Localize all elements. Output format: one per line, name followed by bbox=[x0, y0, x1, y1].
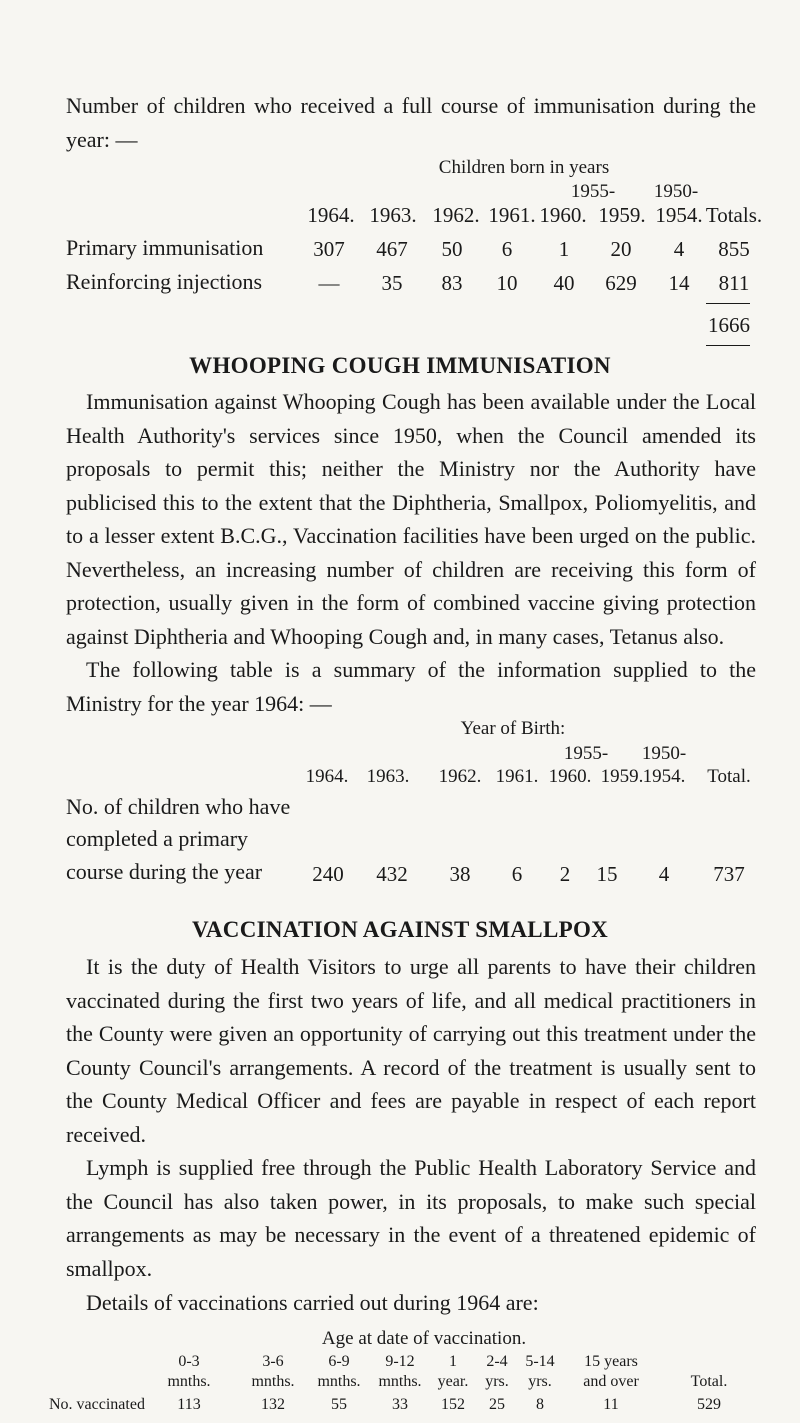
table1-cell: 35 bbox=[381, 271, 403, 295]
table3-col-header: mnths. bbox=[251, 1373, 295, 1390]
table1-cell: 10 bbox=[496, 271, 518, 295]
table3-col-top: 3-6 bbox=[262, 1353, 284, 1370]
table1-col-top: 1950- bbox=[653, 181, 699, 202]
table2-cell: 6 bbox=[511, 862, 523, 886]
whooping-paragraph-2: The following table is a summary of the information supplied to the Ministry for the year 1964: — bbox=[66, 657, 756, 716]
table3-col-top: 9-12 bbox=[385, 1353, 415, 1370]
table3-col-top: 0-3 bbox=[178, 1353, 200, 1370]
table2-row-label: course during the year bbox=[66, 859, 263, 884]
table1-total-underline bbox=[706, 345, 750, 346]
table2-cell: 240 bbox=[312, 862, 344, 886]
table3-cell: 132 bbox=[261, 1396, 285, 1413]
table1-total-rule bbox=[706, 303, 750, 304]
table2-cell: 4 bbox=[658, 862, 670, 886]
table1-col-header: 1961. bbox=[488, 203, 536, 227]
table1-grand-total: 1666 bbox=[708, 313, 750, 337]
table3-cell: 25 bbox=[489, 1396, 505, 1413]
table3-cell: 8 bbox=[536, 1396, 544, 1413]
table3-col-header: year. bbox=[437, 1373, 469, 1390]
whooping-paragraph-1: Immunisation against Whooping Cough has been available under the Local Health Authority's services since 1950, when the Council amended its proposals to permit this; neither the Ministry nor the Authority have publicised this to the extent that the Diphtheria, Smallpox, Poliomyelitis, and to a lesser extent B.C.G., Vaccination facilities have been urged on the public. Nevertheless, an increasing number of children are receiving this form of protection, usually given in the form of combined vaccine giving protection against Diphtheria and Whooping Cough and, in many cases, Tetanus also. bbox=[66, 389, 756, 649]
table1-cell: 40 bbox=[553, 271, 575, 295]
table3-group-header: Age at date of vaccination. bbox=[321, 1328, 527, 1349]
table2-cell: 432 bbox=[376, 862, 408, 886]
table1-cell: 4 bbox=[673, 237, 685, 261]
table1-col-header: 1959. bbox=[598, 203, 646, 227]
table1-col-header: Totals. bbox=[705, 203, 763, 227]
table2-col-header: Total. bbox=[707, 766, 751, 787]
table2-col-header: 1960. bbox=[548, 766, 592, 787]
table2-col-header: 1964. bbox=[305, 766, 349, 787]
table3-col-header: mnths. bbox=[378, 1373, 422, 1390]
table2-group-header: Year of Birth: bbox=[460, 718, 566, 739]
table2-col-header: 1962. bbox=[438, 766, 482, 787]
table2-col-top: 1955- bbox=[563, 743, 609, 764]
table2-col-header: 1963. bbox=[366, 766, 410, 787]
table1-cell: 307 bbox=[313, 237, 345, 261]
table3-col-header: mnths. bbox=[317, 1373, 361, 1390]
table1-cell: 50 bbox=[441, 237, 463, 261]
table3-col-top: 6-9 bbox=[328, 1353, 350, 1370]
smallpox-paragraph-1: It is the duty of Health Visitors to urge all parents to have their children vaccinated during the first two years of life, and all medical practitioners in the County were given an opportunity of carrying out this treatment under the County Council's arrangements. A record of the treatment is usually sent to the County Medical Officer and fees are payable in respect of each report received. bbox=[66, 954, 756, 1147]
section-heading-whooping-cough: WHOOPING COUGH IMMUNISATION bbox=[189, 353, 611, 378]
table1-cell: 83 bbox=[441, 271, 463, 295]
table1-col-header: 1964. bbox=[307, 203, 355, 227]
table3-cell: 113 bbox=[177, 1396, 201, 1413]
table1-col-header: 1962. bbox=[432, 203, 480, 227]
table3-col-top: 15 years bbox=[584, 1353, 638, 1370]
table1-cell: — bbox=[318, 271, 340, 295]
table3-col-header: yrs. bbox=[528, 1373, 552, 1390]
table3-row-label: No. vaccinated bbox=[49, 1396, 145, 1413]
table2-cell: 38 bbox=[449, 862, 471, 886]
table2-col-header: 1959. bbox=[600, 766, 644, 787]
table1-group-header: Children born in years bbox=[438, 157, 610, 178]
table1-cell: 1 bbox=[558, 237, 570, 261]
table2-row-label: No. of children who have bbox=[66, 794, 291, 819]
table3-col-header: Total. bbox=[690, 1373, 728, 1390]
intro-paragraph: Number of children who received a full course of immunisation during the year: — bbox=[66, 93, 756, 152]
table1-cell: 20 bbox=[610, 237, 632, 261]
table3-cell: 152 bbox=[441, 1396, 465, 1413]
table1-cell: 467 bbox=[376, 237, 408, 261]
table1-row-label: Primary immunisation bbox=[66, 235, 264, 260]
section-heading-smallpox: VACCINATION AGAINST SMALLPOX bbox=[191, 917, 609, 942]
table3-cell: 55 bbox=[331, 1396, 347, 1413]
table3-col-top: 1 bbox=[449, 1353, 457, 1370]
table3-col-header: and over bbox=[583, 1373, 639, 1390]
table1-cell: 629 bbox=[605, 271, 637, 295]
table1-col-header: 1960. bbox=[539, 203, 587, 227]
table2-cell: 15 bbox=[596, 862, 618, 886]
table3-col-top: 5-14 bbox=[525, 1353, 555, 1370]
smallpox-paragraph-3: Details of vaccinations carried out during 1964 are: bbox=[86, 1290, 539, 1315]
table1-col-header: 1963. bbox=[369, 203, 417, 227]
table1-cell: 6 bbox=[501, 237, 513, 261]
table3-cell: 11 bbox=[603, 1396, 619, 1413]
table3-cell: 529 bbox=[697, 1396, 721, 1413]
table2-cell: 737 bbox=[713, 862, 745, 886]
table1-cell: 855 bbox=[718, 237, 750, 261]
table1-cell: 14 bbox=[668, 271, 690, 295]
table1-row-label: Reinforcing injections bbox=[66, 269, 263, 294]
table2-col-header: 1954. bbox=[642, 766, 686, 787]
table2-row-label: completed a primary bbox=[66, 826, 249, 851]
smallpox-paragraph-2: Lymph is supplied free through the Public Health Laboratory Service and the Council has also taken power, in its proposals, to make such special arrangements as may be necessary in the event of a threatened epidemic of smallpox. bbox=[66, 1155, 756, 1281]
table3-col-header: mnths. bbox=[167, 1373, 211, 1390]
table1-col-header: 1954. bbox=[655, 203, 703, 227]
table1-cell: 811 bbox=[718, 271, 750, 295]
table2-col-top: 1950- bbox=[641, 743, 687, 764]
table1-col-top: 1955- bbox=[570, 181, 616, 202]
table3-col-top: 2-4 bbox=[486, 1353, 508, 1370]
table2-col-header: 1961. bbox=[495, 766, 539, 787]
table2-cell: 2 bbox=[559, 862, 571, 886]
table3-cell: 33 bbox=[392, 1396, 408, 1413]
table3-col-header: yrs. bbox=[485, 1373, 509, 1390]
